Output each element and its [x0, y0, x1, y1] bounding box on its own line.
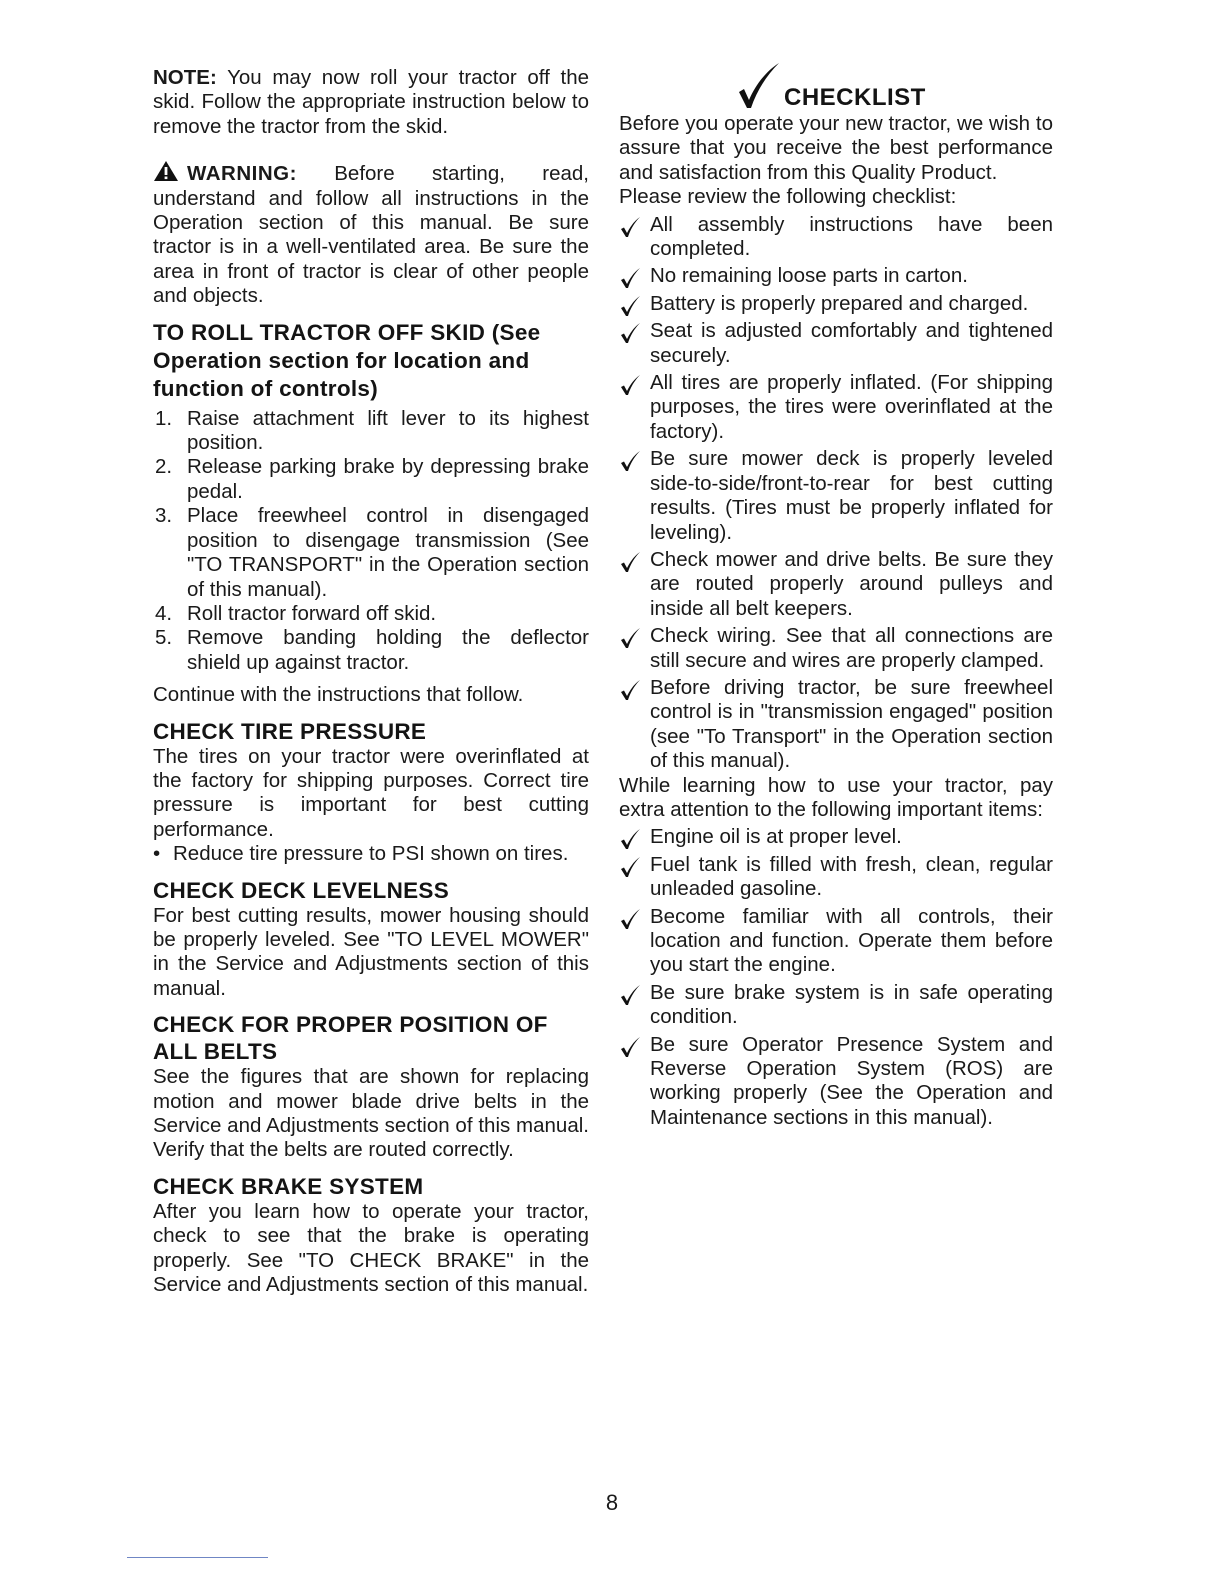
- step-item: [153, 504, 589, 602]
- step-number: 4.: [155, 601, 173, 625]
- step-number: 2.: [155, 455, 173, 479]
- step-number: 5.: [155, 626, 173, 650]
- checklist-item-text: All assembly instructions have been completed.: [650, 212, 1053, 261]
- note-text: You may now roll your tractor off the skid. Follow the appropriate instruction below to remove the tractor from the skid.: [153, 66, 589, 138]
- brake-heading: CHECK BRAKE SYSTEM: [153, 1173, 424, 1199]
- important-item: [619, 825, 1053, 849]
- tire-bullet-text: Reduce tire pressure to PSI shown on tires.: [173, 842, 569, 866]
- checklist-title: CHECKLIST: [784, 84, 926, 111]
- tire-text: The tires on your tractor were overinflated at the factory for shipping purposes. Correct tire pressure is important for best cutting performance.: [153, 744, 589, 841]
- roll-off-heading: TO ROLL TRACTOR OFF SKID (See Operation section for location and function of controls): [153, 319, 541, 401]
- important-item-text: Fuel tank is filled with fresh, clean, regular unleaded gasoline.: [650, 852, 1053, 901]
- important-item-text: Be sure brake system is in safe operating condition.: [650, 980, 1053, 1029]
- checklist-item: [619, 676, 1053, 774]
- deck-heading: CHECK DECK LEVELNESS: [153, 877, 450, 903]
- checklist-item-text: No remaining loose parts in carton.: [650, 264, 968, 288]
- checklist-item: [619, 213, 1053, 262]
- important-item: [619, 981, 1053, 1030]
- checklist-item: [619, 264, 1053, 288]
- checklist-item: [619, 371, 1053, 444]
- important-items: [619, 825, 1053, 1130]
- important-item-text: Become familiar with all controls, their location and function. Operate them before you start the engine.: [650, 904, 1053, 977]
- checklist-item: [619, 624, 1053, 673]
- important-item: [619, 853, 1053, 902]
- warning-label: WARNING:: [187, 162, 297, 186]
- checkmark-icon: [619, 856, 641, 878]
- checklist-title-block: [619, 66, 1053, 112]
- checklist-item-text: Battery is properly prepared and charged.: [650, 291, 1029, 315]
- warning-text: Before starting, read, understand and follow all instructions in the Operation section of this manual. Be sure tractor is in a well-ventilated area. Be sure the area in front of tractor is clear of other people and objects.: [153, 162, 589, 308]
- checkmark-icon: [619, 551, 641, 573]
- checkmark-icon: [733, 62, 781, 110]
- important-item-text: Engine oil is at proper level.: [650, 825, 902, 849]
- checkmark-icon: [619, 1036, 641, 1058]
- continue-text: Continue with the instructions that follow.: [153, 683, 524, 707]
- important-item: [619, 905, 1053, 978]
- roll-off-steps: [153, 407, 589, 675]
- step-item: [153, 455, 589, 504]
- warning-icon: [153, 160, 179, 182]
- checklist-items: [619, 213, 1053, 774]
- step-text: Place freewheel control in disengaged position to disengage transmission (See "TO TRANSPORT" in the Operation section of this manual).: [187, 504, 589, 601]
- warning-paragraph: [153, 160, 589, 308]
- checkmark-icon: [619, 322, 641, 344]
- checkmark-icon: [619, 627, 641, 649]
- right-column: [619, 66, 1053, 1130]
- checkmark-icon: [619, 679, 641, 701]
- step-text: Release parking brake by depressing brake pedal.: [187, 455, 589, 503]
- brake-text: After you learn how to operate your tractor, check to see that the brake is operating properly. See "TO CHECK BRAKE" in the Service and Adjustments section of this manual.: [153, 1199, 589, 1297]
- checkmark-icon: [619, 267, 641, 289]
- checklist-item: [619, 319, 1053, 368]
- checkmark-icon: [619, 450, 641, 472]
- belts-text: See the figures that are shown for replacing motion and mower blade drive belts in the Service and Adjustments section of this manual. Verify that the belts are routed correctly.: [153, 1065, 589, 1162]
- step-text: Raise attachment lift lever to its highest position.: [187, 406, 589, 455]
- checklist-item: [619, 548, 1053, 621]
- checklist-intro: Before you operate your new tractor, we wish to assure that you receive the best performance and satisfaction from this Quality Product.: [619, 112, 1053, 184]
- step-text: Roll tractor forward off skid.: [187, 601, 437, 625]
- checklist-item-text: Check wiring. See that all connections are still secure and wires are properly clamped.: [650, 624, 1053, 672]
- bullet-symbol: •: [153, 842, 161, 866]
- step-text: Remove banding holding the deflector shield up against tractor.: [187, 626, 589, 674]
- checkmark-icon: [619, 908, 641, 930]
- learning-text: While learning how to use your tractor, pay extra attention to the following important items:: [619, 773, 1053, 821]
- belts-heading: CHECK FOR PROPER POSITION OF ALL BELTS: [153, 1012, 548, 1065]
- checklist-item-text: Check mower and drive belts. Be sure they are routed properly around pulleys and inside all belt keepers.: [650, 547, 1053, 620]
- checkmark-icon: [619, 374, 641, 396]
- deck-text: For best cutting results, mower housing should be properly leveled. See "TO LEVEL MOWER" in the Service and Adjustments section of this manual.: [153, 903, 589, 1000]
- important-item: [619, 1033, 1053, 1131]
- checklist-review: Please review the following checklist:: [619, 185, 957, 209]
- footer-divider: [127, 1557, 268, 1558]
- checkmark-icon: [619, 828, 641, 850]
- step-item: [153, 626, 589, 675]
- tire-bullet: [153, 842, 589, 866]
- checklist-item: [619, 447, 1053, 545]
- checklist-item-text: Seat is adjusted comfortably and tightened securely.: [650, 319, 1053, 367]
- step-item: [153, 602, 589, 626]
- step-item: [153, 407, 589, 456]
- step-number: 3.: [155, 504, 173, 528]
- important-item-text: Be sure Operator Presence System and Reverse Operation System (ROS) are working properly (See the Operation and Maintenance sections in this manual).: [650, 1032, 1053, 1129]
- checkmark-icon: [619, 984, 641, 1006]
- checklist-item-text: All tires are properly inflated. (For shipping purposes, the tires were overinflated at the factory).: [650, 371, 1053, 443]
- checkmark-icon: [619, 295, 641, 317]
- page-number: 8: [605, 1490, 619, 1515]
- checklist-item: [619, 292, 1053, 316]
- tire-heading: CHECK TIRE PRESSURE: [153, 718, 427, 744]
- note-label: NOTE:: [153, 66, 217, 89]
- checklist-item-text: Before driving tractor, be sure freewheel control is in "transmission engaged" position (see "To Transport" in the Operation section of this manual).: [650, 675, 1053, 773]
- checklist-item-text: Be sure mower deck is properly leveled side-to-side/front-to-rear for best cutting results. (Tires must be properly inflated for leveling).: [650, 447, 1053, 544]
- left-column: [153, 66, 589, 1297]
- note-paragraph: [153, 66, 589, 139]
- checkmark-icon: [619, 216, 641, 238]
- step-number: 1.: [155, 406, 173, 430]
